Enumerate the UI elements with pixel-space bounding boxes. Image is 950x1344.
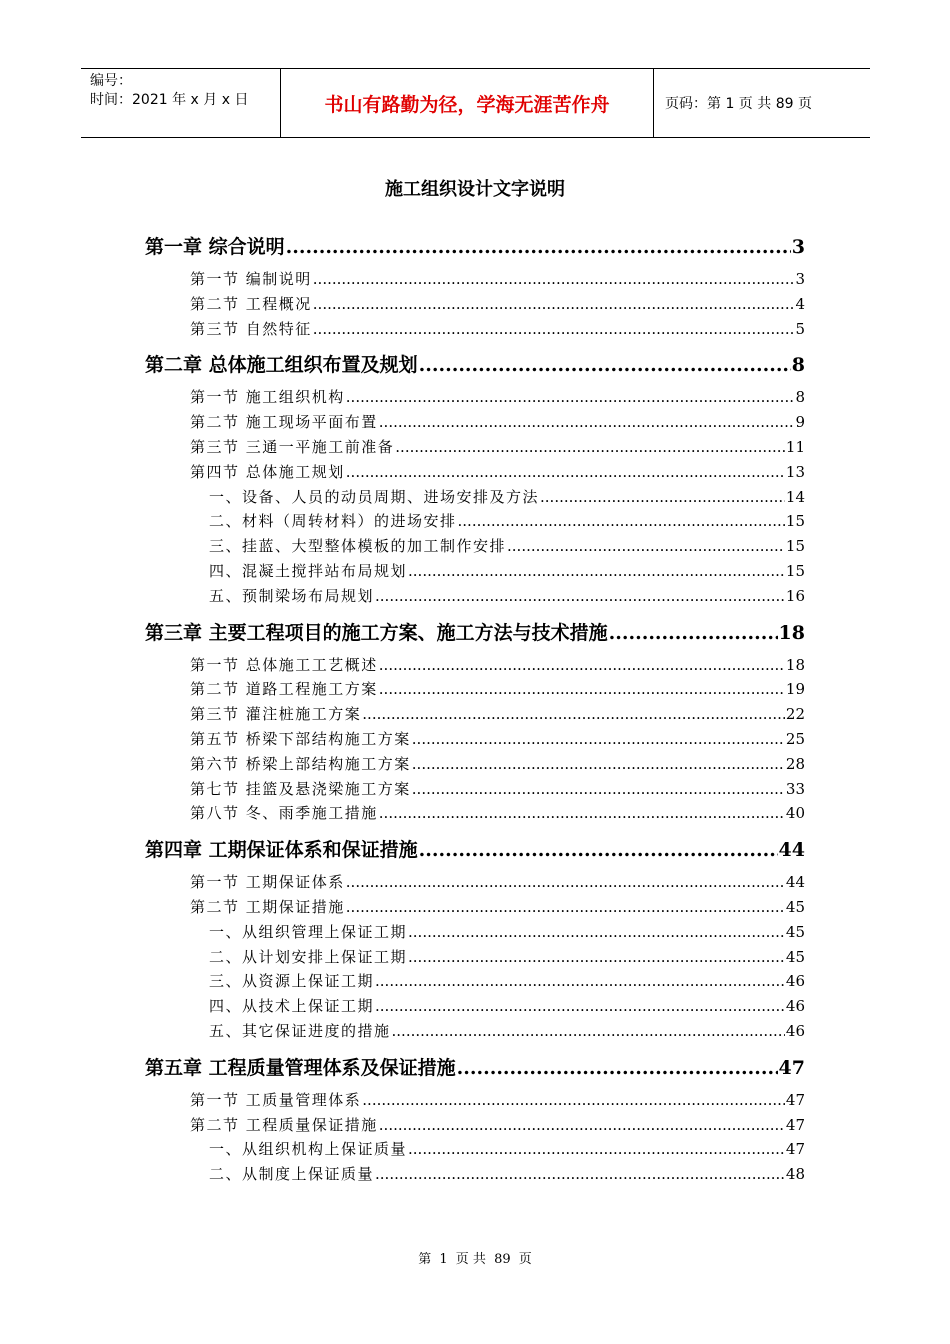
toc-entry-label: 第八节 冬、雨季施工措施 <box>190 804 378 823</box>
toc-entry-label: 五、预制梁场布局规划 <box>209 586 375 605</box>
toc-subsection-entry[interactable] <box>209 560 805 582</box>
toc-entry-label: 第一节 工期保证体系 <box>190 873 345 892</box>
toc-leader-dots <box>458 512 785 530</box>
toc-entry-page: 14 <box>785 487 805 506</box>
toc-entry-page: 45 <box>785 922 805 941</box>
toc-entry-label: 一、从组织机构上保证质量 <box>209 1140 408 1159</box>
toc-entry-label: 一、设备、人员的动员周期、进场安排及方法 <box>209 487 540 506</box>
toc-entry-label: 第一章 综合说明 <box>145 236 285 258</box>
toc-leader-dots <box>286 236 791 258</box>
footer-suffix: 页 <box>518 1252 532 1267</box>
toc-leader-dots <box>395 438 785 456</box>
toc-section-entry[interactable] <box>190 268 805 290</box>
footer-total-pages: 89 <box>494 1252 511 1267</box>
toc-leader-dots <box>346 898 785 916</box>
toc-section-entry[interactable] <box>190 703 805 725</box>
toc-subsection-entry[interactable] <box>209 1138 805 1160</box>
toc-leader-dots <box>346 873 785 891</box>
toc-leader-dots <box>507 537 785 555</box>
toc-entry-page: 44 <box>778 839 805 862</box>
header-page-info: 页码：第 1 页 共 89 页 <box>665 96 812 112</box>
toc-entry-label: 三、挂蓝、大型整体模板的加工制作安排 <box>209 537 507 556</box>
toc-leader-dots <box>375 972 785 990</box>
toc-entry-page: 3 <box>795 270 805 288</box>
toc-entry-page: 44 <box>785 873 805 892</box>
toc-entry-page: 4 <box>795 294 805 313</box>
toc-entry-page: 16 <box>785 586 805 605</box>
toc-entry-page: 48 <box>785 1165 805 1184</box>
toc-entry-label: 二、从计划安排上保证工期 <box>209 947 408 966</box>
toc-leader-dots <box>457 1057 778 1079</box>
toc-section-entry[interactable] <box>190 318 805 340</box>
toc-entry-label: 第二节 工期保证措施 <box>190 898 345 916</box>
toc-leader-dots <box>412 780 785 798</box>
toc-subsection-entry[interactable] <box>209 970 805 992</box>
toc-subsection-entry[interactable] <box>209 1020 805 1042</box>
toc-section-entry[interactable] <box>190 802 805 824</box>
toc-entry-label: 第一节 工质量管理体系 <box>190 1090 362 1109</box>
toc-entry-label: 四、混凝土搅拌站布局规划 <box>209 562 408 580</box>
toc-leader-dots <box>375 1165 785 1183</box>
toc-entry-label: 第二章 总体施工组织布置及规划 <box>145 354 418 377</box>
toc-subsection-entry[interactable] <box>209 585 805 607</box>
toc-entry-label: 第一节 施工组织机构 <box>190 388 345 407</box>
toc-entry-page: 47 <box>778 1056 805 1079</box>
document-time-label: 时间：2021 年 x 月 x 日 <box>90 92 249 108</box>
toc-leader-dots <box>375 997 785 1015</box>
toc-subsection-entry[interactable] <box>209 1163 805 1185</box>
toc-entry-page: 18 <box>785 655 805 674</box>
toc-subsection-entry[interactable] <box>209 486 805 508</box>
toc-entry-label: 第一节 总体施工工艺概述 <box>190 655 378 674</box>
toc-entry-page: 3 <box>791 236 805 258</box>
toc-leader-dots <box>313 270 795 288</box>
toc-entry-label: 二、材料（周转材料）的进场安排 <box>209 512 457 531</box>
toc-entry-page: 5 <box>795 319 805 338</box>
toc-leader-dots <box>609 622 778 644</box>
toc-leader-dots <box>379 413 795 431</box>
toc-leader-dots <box>379 656 785 674</box>
toc-leader-dots <box>419 354 791 376</box>
toc-chapter-entry[interactable] <box>145 835 805 861</box>
toc-entry-page: 15 <box>785 537 805 556</box>
toc-entry-label: 第四章 工期保证体系和保证措施 <box>145 839 418 862</box>
toc-chapter-entry[interactable] <box>145 618 805 644</box>
toc-subsection-entry[interactable] <box>209 510 805 532</box>
header-info-cell <box>81 69 281 137</box>
toc-entry-page: 46 <box>785 972 805 991</box>
toc-section-entry[interactable] <box>190 461 805 483</box>
toc-leader-dots <box>346 463 785 481</box>
toc-leader-dots <box>313 320 795 338</box>
toc-entry-label: 第三节 三通一平施工前准备 <box>190 438 395 456</box>
toc-entry-page: 15 <box>785 512 805 531</box>
toc-entry-page: 22 <box>785 705 805 724</box>
toc-section-entry[interactable] <box>190 678 805 700</box>
toc-entry-label: 第三节 自然特征 <box>190 319 312 338</box>
toc-entry-page: 45 <box>785 898 805 916</box>
toc-entry-label: 第四节 总体施工规划 <box>190 462 345 481</box>
toc-leader-dots <box>392 1022 785 1040</box>
toc-subsection-entry[interactable] <box>209 946 805 968</box>
toc-section-entry[interactable] <box>190 386 805 408</box>
toc-leader-dots <box>362 705 785 723</box>
toc-entry-page: 33 <box>785 779 805 798</box>
toc-entry-label: 二、从制度上保证质量 <box>209 1165 375 1184</box>
toc-entry-page: 19 <box>785 680 805 699</box>
toc-leader-dots <box>379 1116 785 1134</box>
header-table <box>81 68 870 138</box>
toc-leader-dots <box>408 948 785 966</box>
toc-entry-label: 五、其它保证进度的措施 <box>209 1022 391 1040</box>
toc-entry-page: 47 <box>785 1090 805 1109</box>
toc-leader-dots <box>419 839 778 861</box>
toc-leader-dots <box>379 804 785 822</box>
toc-section-entry[interactable] <box>190 1089 805 1111</box>
toc-entry-page: 15 <box>785 562 805 580</box>
toc-entry-label: 第一节 编制说明 <box>190 270 312 288</box>
toc-entry-label: 一、从组织管理上保证工期 <box>209 922 408 941</box>
toc-leader-dots <box>408 1140 785 1158</box>
toc-entry-page: 28 <box>785 754 805 773</box>
toc-section-entry[interactable] <box>190 871 805 893</box>
toc-subsection-entry[interactable] <box>209 535 805 557</box>
footer-middle: 页 共 <box>455 1252 486 1267</box>
toc-chapter-entry[interactable] <box>145 232 805 258</box>
toc-leader-dots <box>408 923 785 941</box>
toc-leader-dots <box>412 755 785 773</box>
toc-entry-page: 45 <box>785 947 805 966</box>
toc-chapter-entry[interactable] <box>145 1053 805 1079</box>
toc-entry-page: 46 <box>785 997 805 1016</box>
toc-section-entry[interactable] <box>190 896 805 918</box>
toc-entry-page: 11 <box>785 438 805 456</box>
toc-leader-dots <box>379 680 785 698</box>
toc-entry-page: 13 <box>785 462 805 481</box>
toc-entry-label: 第二节 工程质量保证措施 <box>190 1115 378 1134</box>
toc-entry-label: 四、从技术上保证工期 <box>209 997 375 1016</box>
toc-entry-label: 第二节 道路工程施工方案 <box>190 680 378 699</box>
toc-entry-page: 40 <box>785 804 805 823</box>
toc-subsection-entry[interactable] <box>209 995 805 1017</box>
toc-entry-label: 第二节 施工现场平面布置 <box>190 413 378 432</box>
toc-entry-page: 18 <box>778 621 805 644</box>
footer-page-number: 1 <box>439 1252 448 1267</box>
toc-section-entry[interactable] <box>190 1114 805 1136</box>
document-number-label: 编号： <box>90 73 132 89</box>
toc-entry-page: 9 <box>795 413 805 432</box>
toc-entry-page: 8 <box>791 354 805 377</box>
toc-section-entry[interactable] <box>190 778 805 800</box>
toc-section-entry[interactable] <box>190 436 805 458</box>
toc-entry-label: 第五节 桥梁下部结构施工方案 <box>190 730 411 748</box>
toc-entry-page: 46 <box>785 1022 805 1040</box>
toc-entry-page: 47 <box>785 1140 805 1159</box>
toc-leader-dots <box>375 587 785 605</box>
toc-entry-label: 第六节 桥梁上部结构施工方案 <box>190 754 411 773</box>
toc-entry-page: 8 <box>795 388 805 407</box>
toc-entry-label: 第三章 主要工程项目的施工方案、施工方法与技术措施 <box>145 621 608 644</box>
toc-section-entry[interactable] <box>190 411 805 433</box>
header-motto: 书山有路勤为径，学海无涯苦作舟 <box>281 69 654 137</box>
toc-entry-label: 第三节 灌注桩施工方案 <box>190 705 362 724</box>
toc-leader-dots <box>346 388 795 406</box>
toc-leader-dots <box>540 488 785 506</box>
toc-entry-label: 第二节 工程概况 <box>190 294 312 313</box>
toc-entry-label: 三、从资源上保证工期 <box>209 972 375 991</box>
toc-section-entry[interactable] <box>190 728 805 750</box>
toc-subsection-entry[interactable] <box>209 921 805 943</box>
toc-leader-dots <box>408 562 785 580</box>
footer-prefix: 第 <box>418 1252 432 1267</box>
toc-section-entry[interactable] <box>190 293 805 315</box>
toc-section-entry[interactable] <box>190 654 805 676</box>
toc-section-entry[interactable] <box>190 753 805 775</box>
toc-leader-dots <box>362 1091 785 1109</box>
toc-leader-dots <box>412 730 785 748</box>
page-footer <box>0 1248 950 1267</box>
toc-leader-dots <box>313 295 795 313</box>
document-title: 施工组织设计文字说明 <box>385 179 565 200</box>
toc-entry-page: 25 <box>785 730 805 748</box>
toc-entry-label: 第五章 工程质量管理体系及保证措施 <box>145 1056 456 1079</box>
toc-entry-label: 第七节 挂篮及悬浇梁施工方案 <box>190 779 411 798</box>
toc-entry-page: 47 <box>785 1115 805 1134</box>
toc-chapter-entry[interactable] <box>145 350 805 376</box>
